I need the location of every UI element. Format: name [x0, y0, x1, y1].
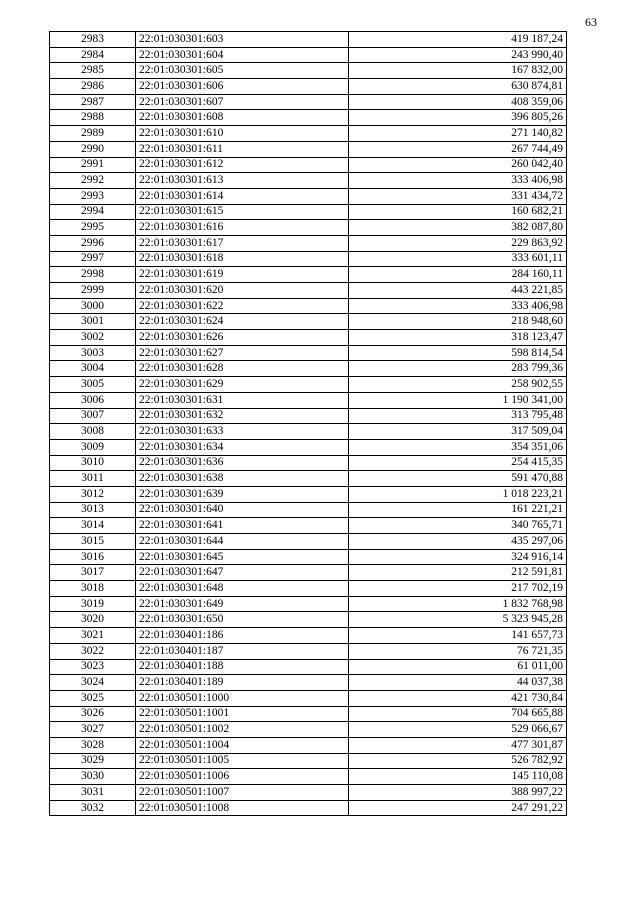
- table-row: [50, 643, 567, 659]
- cadastral-value: 388 997,22: [349, 785, 567, 801]
- table-row: [50, 408, 567, 424]
- row-number: 3019: [50, 596, 136, 612]
- cadastral-value: 160 682,21: [349, 204, 567, 220]
- cadastral-number: 22:01:030401:186: [136, 628, 349, 644]
- cadastral-value: 217 702,19: [349, 581, 567, 597]
- row-number: 3027: [50, 722, 136, 738]
- table-row: [50, 188, 567, 204]
- row-number: 3000: [50, 298, 136, 314]
- table-row: [50, 126, 567, 142]
- cadastral-value: 340 765,71: [349, 518, 567, 534]
- cadastral-number: 22:01:030301:622: [136, 298, 349, 314]
- row-number: 2992: [50, 173, 136, 189]
- cadastral-value: 354 351,06: [349, 439, 567, 455]
- table-row: [50, 455, 567, 471]
- cadastral-value: 529 066,67: [349, 722, 567, 738]
- row-number: 3013: [50, 502, 136, 518]
- table-row: [50, 361, 567, 377]
- table-row: [50, 204, 567, 220]
- row-number: 3010: [50, 455, 136, 471]
- row-number: 3024: [50, 675, 136, 691]
- cadastral-number: 22:01:030401:187: [136, 643, 349, 659]
- row-number: 3017: [50, 565, 136, 581]
- cadastral-number: 22:01:030301:620: [136, 283, 349, 299]
- table-row: [50, 581, 567, 597]
- table-row: [50, 392, 567, 408]
- cadastral-value: 435 297,06: [349, 534, 567, 550]
- cadastral-value: 283 799,36: [349, 361, 567, 377]
- page-number: 63: [585, 15, 597, 29]
- table-row: [50, 267, 567, 283]
- row-number: 3032: [50, 800, 136, 816]
- cadastral-value: 333 406,98: [349, 298, 567, 314]
- row-number: 2983: [50, 32, 136, 48]
- row-number: 3021: [50, 628, 136, 644]
- cadastral-number: 22:01:030301:617: [136, 235, 349, 251]
- cadastral-value: 258 902,55: [349, 377, 567, 393]
- table-row: [50, 439, 567, 455]
- table-row: [50, 518, 567, 534]
- cadastral-number: 22:01:030301:611: [136, 141, 349, 157]
- cadastral-value: 260 042,40: [349, 157, 567, 173]
- table-row: [50, 800, 567, 816]
- row-number: 3005: [50, 377, 136, 393]
- row-number: 3029: [50, 753, 136, 769]
- row-number: 3004: [50, 361, 136, 377]
- table-row: [50, 330, 567, 346]
- cadastral-number: 22:01:030301:644: [136, 534, 349, 550]
- cadastral-number: 22:01:030301:628: [136, 361, 349, 377]
- cadastral-value: 76 721,35: [349, 643, 567, 659]
- cadastral-number: 22:01:030301:645: [136, 549, 349, 565]
- table-row: [50, 32, 567, 48]
- cadastral-value: 704 665,88: [349, 706, 567, 722]
- table-row: [50, 314, 567, 330]
- cadastral-number: 22:01:030501:1007: [136, 785, 349, 801]
- cadastral-number: 22:01:030301:639: [136, 486, 349, 502]
- cadastral-number: 22:01:030301:633: [136, 424, 349, 440]
- cadastral-value: 313 795,48: [349, 408, 567, 424]
- table-row: [50, 63, 567, 79]
- cadastral-number: 22:01:030301:636: [136, 455, 349, 471]
- cadastral-number: 22:01:030301:648: [136, 581, 349, 597]
- table-row: [50, 722, 567, 738]
- cadastral-value: 229 863,92: [349, 235, 567, 251]
- cadastral-number: 22:01:030301:632: [136, 408, 349, 424]
- row-number: 2985: [50, 63, 136, 79]
- table-row: [50, 283, 567, 299]
- cadastral-number: 22:01:030301:647: [136, 565, 349, 581]
- table-row: [50, 549, 567, 565]
- cadastral-number: 22:01:030301:605: [136, 63, 349, 79]
- cadastral-number: 22:01:030501:1008: [136, 800, 349, 816]
- cadastral-number: 22:01:030501:1005: [136, 753, 349, 769]
- cadastral-number: 22:01:030301:613: [136, 173, 349, 189]
- row-number: 3016: [50, 549, 136, 565]
- table-row: [50, 79, 567, 95]
- row-number: 3006: [50, 392, 136, 408]
- cadastral-number: 22:01:030301:616: [136, 220, 349, 236]
- cadastral-value: 267 744,49: [349, 141, 567, 157]
- row-number: 3014: [50, 518, 136, 534]
- cadastral-value: 167 832,00: [349, 63, 567, 79]
- table-row: [50, 235, 567, 251]
- table-row: [50, 690, 567, 706]
- cadastral-value: 243 990,40: [349, 47, 567, 63]
- table-row: [50, 424, 567, 440]
- cadastral-number: 22:01:030301:608: [136, 110, 349, 126]
- table-row: [50, 345, 567, 361]
- cadastral-value: 284 160,11: [349, 267, 567, 283]
- cadastral-number: 22:01:030301:618: [136, 251, 349, 267]
- cadastral-value: 161 221,21: [349, 502, 567, 518]
- table-row: [50, 675, 567, 691]
- row-number: 3011: [50, 471, 136, 487]
- cadastral-value-table: [49, 31, 567, 816]
- cadastral-number: 22:01:030301:631: [136, 392, 349, 408]
- cadastral-value: 591 470,88: [349, 471, 567, 487]
- cadastral-value: 218 948,60: [349, 314, 567, 330]
- cadastral-value: 333 601,11: [349, 251, 567, 267]
- cadastral-value: 1 190 341,00: [349, 392, 567, 408]
- table-row: [50, 565, 567, 581]
- row-number: 2996: [50, 235, 136, 251]
- cadastral-number: 22:01:030301:612: [136, 157, 349, 173]
- cadastral-value: 630 874,81: [349, 79, 567, 95]
- table-row: [50, 785, 567, 801]
- row-number: 2986: [50, 79, 136, 95]
- cadastral-number: 22:01:030301:604: [136, 47, 349, 63]
- cadastral-value: 421 730,84: [349, 690, 567, 706]
- cadastral-value: 396 805,26: [349, 110, 567, 126]
- table-row: [50, 737, 567, 753]
- row-number: 3003: [50, 345, 136, 361]
- cadastral-number: 22:01:030301:614: [136, 188, 349, 204]
- table-row: [50, 47, 567, 63]
- table-row: [50, 173, 567, 189]
- cadastral-value: 598 814,54: [349, 345, 567, 361]
- row-number: 2998: [50, 267, 136, 283]
- cadastral-number: 22:01:030501:1004: [136, 737, 349, 753]
- cadastral-value: 443 221,85: [349, 283, 567, 299]
- cadastral-value: 419 187,24: [349, 32, 567, 48]
- cadastral-value: 477 301,87: [349, 737, 567, 753]
- table-row: [50, 628, 567, 644]
- row-number: 2989: [50, 126, 136, 142]
- row-number: 3002: [50, 330, 136, 346]
- table-row: [50, 110, 567, 126]
- cadastral-number: 22:01:030301:610: [136, 126, 349, 142]
- table-row: [50, 486, 567, 502]
- table-row: [50, 377, 567, 393]
- row-number: 2999: [50, 283, 136, 299]
- cadastral-number: 22:01:030301:649: [136, 596, 349, 612]
- cadastral-number: 22:01:030301:634: [136, 439, 349, 455]
- row-number: 3026: [50, 706, 136, 722]
- cadastral-value: 145 110,08: [349, 769, 567, 785]
- cadastral-number: 22:01:030301:638: [136, 471, 349, 487]
- cadastral-value: 1 832 768,98: [349, 596, 567, 612]
- cadastral-value: 324 916,14: [349, 549, 567, 565]
- table-row: [50, 157, 567, 173]
- row-number: 3008: [50, 424, 136, 440]
- row-number: 3022: [50, 643, 136, 659]
- table-row: [50, 251, 567, 267]
- row-number: 3031: [50, 785, 136, 801]
- table-row: [50, 706, 567, 722]
- cadastral-value: 271 140,82: [349, 126, 567, 142]
- table-row: [50, 596, 567, 612]
- cadastral-value: 408 359,06: [349, 94, 567, 110]
- cadastral-value: 212 591,81: [349, 565, 567, 581]
- cadastral-value: 333 406,98: [349, 173, 567, 189]
- row-number: 3018: [50, 581, 136, 597]
- cadastral-value: 254 415,35: [349, 455, 567, 471]
- table-row: [50, 659, 567, 675]
- table-row: [50, 753, 567, 769]
- cadastral-value: 44 037,38: [349, 675, 567, 691]
- row-number: 3007: [50, 408, 136, 424]
- cadastral-number: 22:01:030501:1006: [136, 769, 349, 785]
- cadastral-value: 526 782,92: [349, 753, 567, 769]
- cadastral-value: 5 323 945,28: [349, 612, 567, 628]
- cadastral-number: 22:01:030401:189: [136, 675, 349, 691]
- row-number: 3015: [50, 534, 136, 550]
- row-number: 3001: [50, 314, 136, 330]
- cadastral-number: 22:01:030301:629: [136, 377, 349, 393]
- cadastral-number: 22:01:030301:640: [136, 502, 349, 518]
- row-number: 3023: [50, 659, 136, 675]
- row-number: 3028: [50, 737, 136, 753]
- table-row: [50, 471, 567, 487]
- cadastral-number: 22:01:030501:1000: [136, 690, 349, 706]
- row-number: 2997: [50, 251, 136, 267]
- row-number: 3025: [50, 690, 136, 706]
- row-number: 2994: [50, 204, 136, 220]
- cadastral-value: 318 123,47: [349, 330, 567, 346]
- row-number: 3012: [50, 486, 136, 502]
- table-row: [50, 220, 567, 236]
- table-row: [50, 769, 567, 785]
- cadastral-number: 22:01:030301:607: [136, 94, 349, 110]
- row-number: 2993: [50, 188, 136, 204]
- row-number: 2991: [50, 157, 136, 173]
- cadastral-number: 22:01:030301:624: [136, 314, 349, 330]
- cadastral-value: 247 291,22: [349, 800, 567, 816]
- cadastral-number: 22:01:030301:603: [136, 32, 349, 48]
- row-number: 2988: [50, 110, 136, 126]
- cadastral-number: 22:01:030501:1002: [136, 722, 349, 738]
- table-row: [50, 141, 567, 157]
- cadastral-number: 22:01:030501:1001: [136, 706, 349, 722]
- table-row: [50, 298, 567, 314]
- cadastral-number: 22:01:030401:188: [136, 659, 349, 675]
- cadastral-value: 1 018 223,21: [349, 486, 567, 502]
- table-body: [50, 32, 567, 816]
- cadastral-value: 61 011,00: [349, 659, 567, 675]
- cadastral-number: 22:01:030301:615: [136, 204, 349, 220]
- row-number: 3030: [50, 769, 136, 785]
- cadastral-value: 141 657,73: [349, 628, 567, 644]
- row-number: 2995: [50, 220, 136, 236]
- cadastral-value: 382 087,80: [349, 220, 567, 236]
- row-number: 3009: [50, 439, 136, 455]
- cadastral-value: 331 434,72: [349, 188, 567, 204]
- cadastral-value: 317 509,04: [349, 424, 567, 440]
- cadastral-number: 22:01:030301:626: [136, 330, 349, 346]
- cadastral-number: 22:01:030301:627: [136, 345, 349, 361]
- row-number: 2984: [50, 47, 136, 63]
- row-number: 2987: [50, 94, 136, 110]
- cadastral-number: 22:01:030301:606: [136, 79, 349, 95]
- cadastral-number: 22:01:030301:641: [136, 518, 349, 534]
- row-number: 2990: [50, 141, 136, 157]
- table-row: [50, 94, 567, 110]
- table-row: [50, 502, 567, 518]
- cadastral-number: 22:01:030301:619: [136, 267, 349, 283]
- table-row: [50, 534, 567, 550]
- row-number: 3020: [50, 612, 136, 628]
- cadastral-number: 22:01:030301:650: [136, 612, 349, 628]
- table-row: [50, 612, 567, 628]
